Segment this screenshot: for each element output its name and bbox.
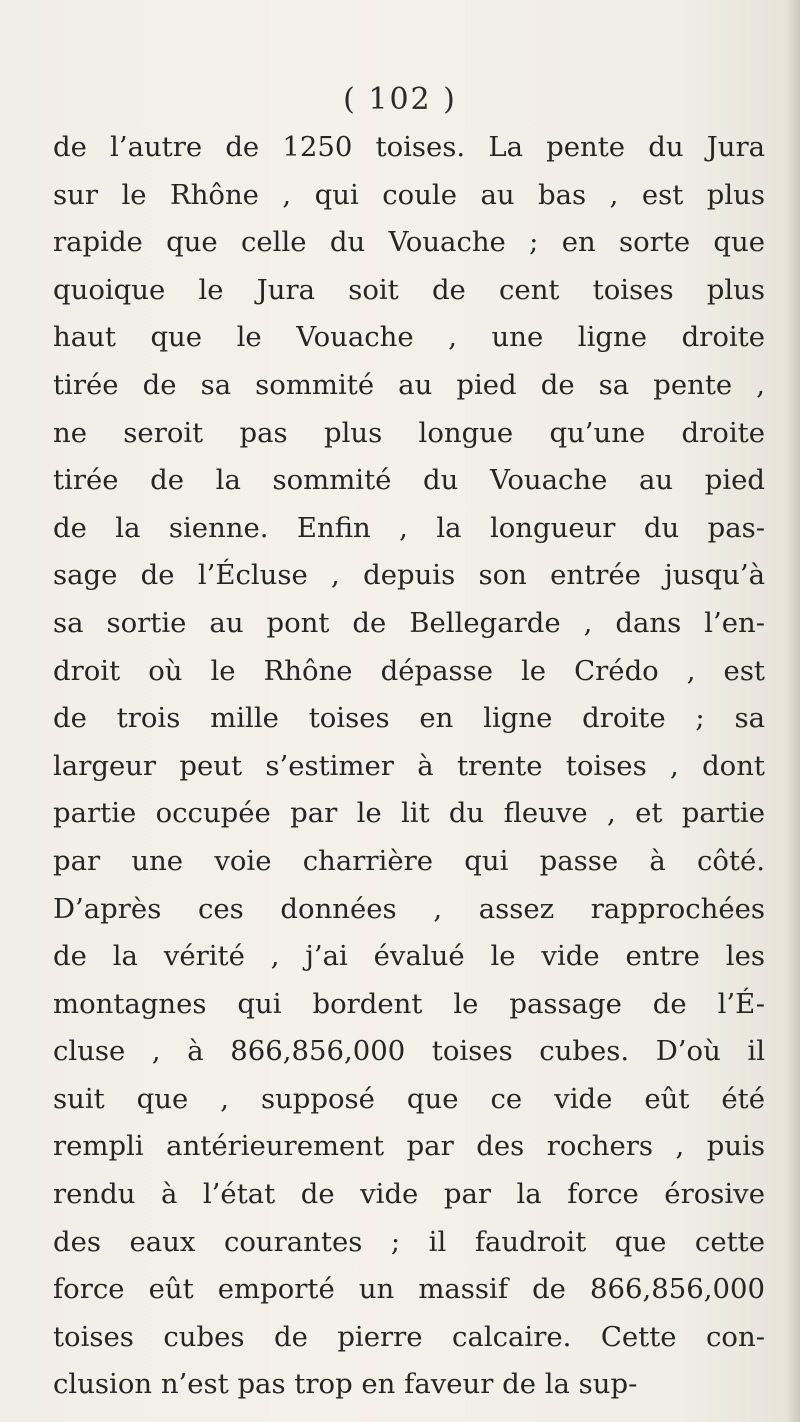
text-line: montagnes qui bordent le passage de l’É- — [53, 987, 765, 1020]
text-line: par une voie charrière qui passe à côté. — [53, 844, 765, 877]
text-line: des eaux courantes ; il faudroit que cette — [53, 1225, 765, 1258]
text-line: sur le Rhône , qui coule au bas , est plus — [53, 178, 765, 211]
text-line: rapide que celle du Vouache ; en sorte que — [53, 226, 765, 259]
text-line: rendu à l’état de vide par la force érosive — [53, 1178, 765, 1211]
text-line: suit que , supposé que ce vide eût été — [53, 1082, 765, 1115]
text-line: force eût emporté un massif de 866,856,000 — [53, 1273, 765, 1306]
text-line: clusion n’est pas trop en faveur de la sup- — [53, 1368, 638, 1401]
text-line: droit où le Rhône dépasse le Crédo , est — [53, 654, 765, 687]
text-line: partie occupée par le lit du fleuve , et partie — [53, 797, 765, 830]
text-line: sa sortie au pont de Bellegarde , dans l’en- — [53, 606, 765, 639]
text-line: toises cubes de pierre calcaire. Cette con- — [53, 1320, 765, 1353]
body-text — [53, 124, 765, 1409]
text-line: de l’autre de 1250 toises. La pente du Jura — [53, 131, 765, 163]
text-line: de la sienne. Enfin , la longueur du pas- — [53, 511, 765, 544]
text-line: rempli antérieurement par des rochers , puis — [53, 1130, 765, 1163]
text-line: quoique le Jura soit de cent toises plus — [53, 273, 765, 306]
text-line: de trois mille toises en ligne droite ; sa — [53, 702, 765, 735]
text-line: ne seroit pas plus longue qu’une droite — [53, 416, 765, 449]
page-edge-shadow — [786, 0, 800, 1422]
text-line: cluse , à 866,856,000 toises cubes. D’où il — [53, 1035, 765, 1068]
text-line: tirée de sa sommité au pied de sa pente , — [53, 368, 765, 401]
text-line: sage de l’Écluse , depuis son entrée jusqu’à — [53, 559, 765, 592]
page-number: ( 102 ) — [343, 82, 457, 117]
text-line: de la vérité , j’ai évalué le vide entre les — [53, 940, 765, 973]
text-line: D’après ces données , assez rapprochées — [53, 892, 765, 925]
text-line: tirée de la sommité du Vouache au pied — [53, 464, 765, 497]
text-line: largeur peut s’estimer à trente toises , dont — [53, 749, 765, 782]
text-line: haut que le Vouache , une ligne droite — [53, 321, 765, 354]
